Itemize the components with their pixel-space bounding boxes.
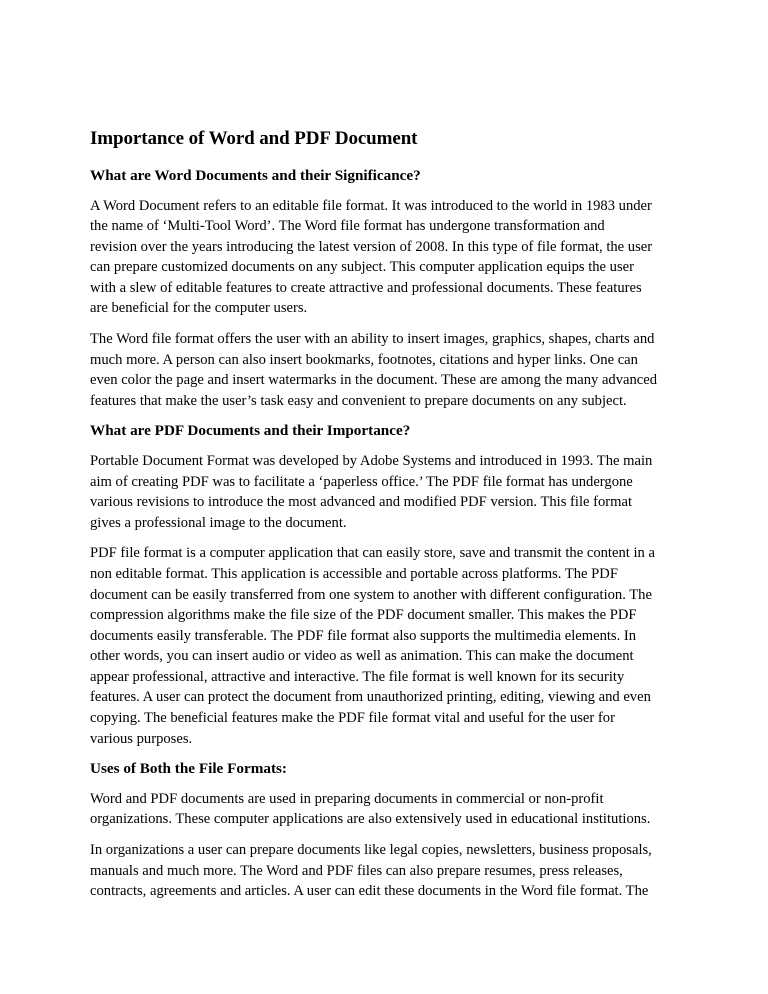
- text-line: A Word Document refers to an editable file format. It was introduced to the world in 1983 under: [90, 197, 652, 214]
- text-line: copying. The beneficial features make the PDF file format vital and useful for the user for: [90, 710, 615, 727]
- section-heading: Uses of Both the File Formats:: [90, 760, 287, 778]
- text-line: can prepare customized documents on any subject. This computer application equips the user: [90, 259, 634, 276]
- text-line: with a slew of editable features to create attractive and professional documents. These features: [90, 279, 642, 296]
- text-line: even color the page and insert watermarks in the document. These are among the many advanced: [90, 372, 658, 389]
- text-line: various purposes.: [90, 730, 193, 747]
- paragraph: [90, 543, 680, 749]
- text-line: much more. A person can also insert bookmarks, footnotes, citations and hyper links. One can: [90, 351, 638, 368]
- text-line: features. A user can protect the document from unauthorized printing, editing, viewing and even: [90, 689, 651, 706]
- text-line: In organizations a user can prepare documents like legal copies, newsletters, business proposals,: [90, 841, 652, 858]
- text-line: PDF file format is a computer application that can easily store, save and transmit the content in a: [90, 545, 655, 562]
- text-line: document can be easily transferred from one system to another with different configuration. The: [90, 586, 652, 603]
- text-line: aim of creating PDF was to facilitate a ‘paperless office.’ The PDF file format has undergone: [90, 473, 633, 490]
- text-line: contracts, agreements and articles. A user can edit these documents in the Word file format. The: [90, 883, 649, 900]
- text-line: revision over the years introducing the latest version of 2008. In this type of file format, the user: [90, 238, 653, 255]
- text-line: Portable Document Format was developed by Adobe Systems and introduced in 1993. The main: [90, 452, 653, 469]
- text-line: manuals and much more. The Word and PDF files can also prepare resumes, press releases,: [90, 862, 623, 879]
- text-line: other words, you can insert audio or video as well as animation. This can make the document: [90, 648, 634, 665]
- paragraph: [90, 789, 680, 830]
- paragraph: [90, 329, 680, 411]
- paragraph: [90, 451, 680, 533]
- text-line: gives a professional image to the document.: [90, 514, 347, 531]
- text-line: various revisions to introduce the most advanced and modified PDF version. This file format: [90, 494, 633, 511]
- text-line: The Word file format offers the user with an ability to insert images, graphics, shapes, charts and: [90, 331, 655, 348]
- document-page: [90, 122, 680, 912]
- text-line: compression algorithms make the file size of the PDF document smaller. This makes the PDF: [90, 607, 637, 624]
- section-uses-of-formats: [90, 759, 680, 901]
- section-word-documents: [90, 166, 680, 411]
- document-title: Importance of Word and PDF Document: [90, 128, 418, 149]
- text-line: Word and PDF documents are used in preparing documents in commercial or non-profit: [90, 790, 604, 807]
- paragraph: [90, 840, 680, 902]
- text-line: appear professional, attractive and interactive. The file format is well known for its security: [90, 668, 625, 685]
- paragraph: [90, 196, 680, 320]
- text-line: the name of ‘Multi-Tool Word’. The Word file format has undergone transformation and: [90, 218, 605, 235]
- text-line: documents easily transferable. The PDF file format also supports the multimedia elements. In: [90, 627, 637, 644]
- text-line: are beneficial for the computer users.: [90, 300, 308, 317]
- text-line: features that make the user’s task easy and convenient to prepare documents on any subject.: [90, 392, 627, 409]
- section-heading: What are Word Documents and their Significance?: [90, 167, 421, 184]
- section-pdf-documents: [90, 421, 680, 749]
- text-line: organizations. These computer applications are also extensively used in educational institutions.: [90, 811, 651, 828]
- section-heading: What are PDF Documents and their Importance?: [90, 422, 411, 440]
- text-line: non editable format. This application is accessible and portable across platforms. The PDF: [90, 565, 618, 582]
